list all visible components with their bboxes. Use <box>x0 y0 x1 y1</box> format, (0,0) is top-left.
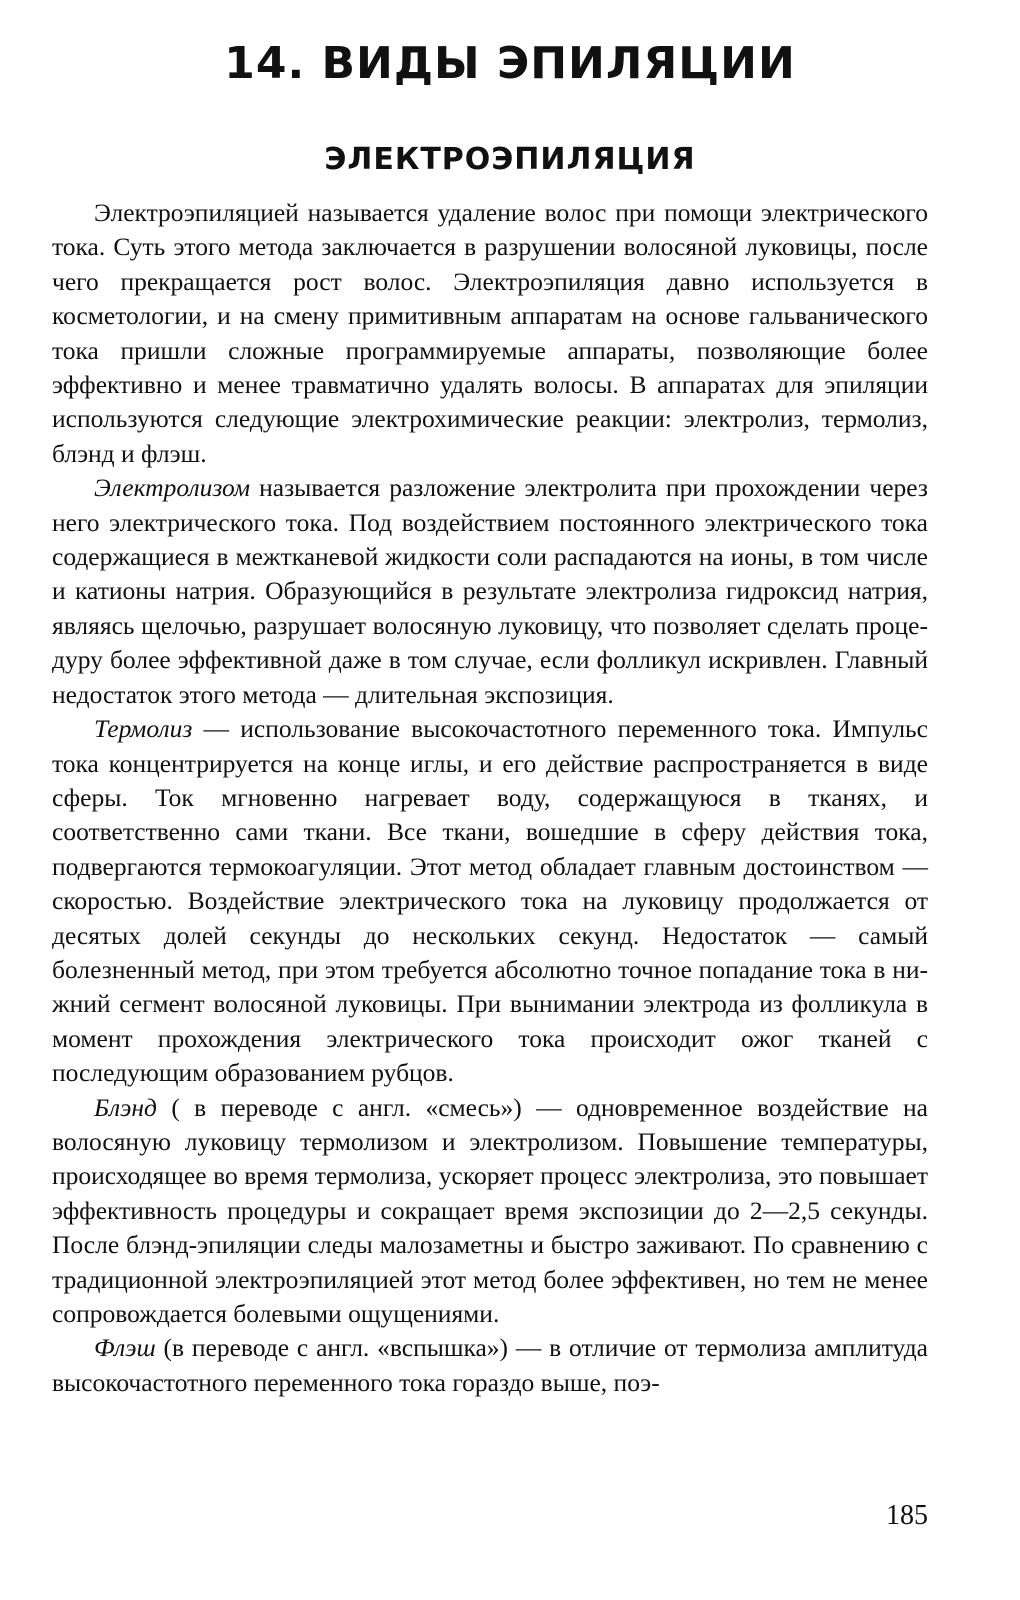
term-thermolysis: Термолиз <box>94 714 193 744</box>
paragraph-electrolysis <box>52 471 928 712</box>
page-number: 185 <box>886 1500 928 1531</box>
term-blend: Блэнд <box>94 1092 157 1122</box>
paragraph-flash <box>52 1331 928 1400</box>
body-text <box>52 196 928 1400</box>
term-flash: Флэш <box>94 1333 156 1363</box>
section-title: ЭЛЕКТРОЭПИЛЯЦИЯ <box>324 142 696 177</box>
paragraph-text: (в переводе с англ. «вспышка») — в отличие от термолиза амплитуда высокочастотного переменного тока гораздо выше, поэ- <box>52 1333 928 1397</box>
chapter-title: 14. ВИДЫ ЭПИЛЯЦИИ <box>224 38 796 89</box>
paragraph-text: — использование высокочастотного переменного тока. Импульс тока концентрируется на конце иглы, и его действие распространяется в виде сферы. Ток мгновенно нагревает воду, содержащуюся в тканях, и соответственно сами ткани. Все ткани, вошедшие в сферу действия тока, подвергаются термокоагуляции. Этот метод обладает главным достоинством — скоростью. Воздействие электрического тока на луковицу продолжается от десятых долей секунды до нескольких секунд. Недостаток — самый болезненный метод, при этом требуется абсолютно точное попадание тока в нижний сегмент волосяной луковицы. При вынимании электрода из фолликула в момент прохождения электрического тока происходит ожог тканей с последующим образованием рубцов. <box>52 714 928 1088</box>
paragraph-intro <box>52 196 928 471</box>
term-electrolysis: Электролизом <box>94 473 251 503</box>
paragraph-blend <box>52 1091 928 1332</box>
paragraph-text: Электроэпиляцией называется удаление волос при помощи электрического тока. Суть этого метода заключается в разрушении волосяной луковицы, после чего прекращается рост волос. Электроэпиляция давно используется в косметологии, и на смену примитивным аппаратам на основе гальванического тока пришли сложные программируемые аппараты, позволяющие более эффективно и менее травматично удалять волосы. В аппаратах для эпиляции используются следующие электрохимические реакции: электролиз, термолиз, блэнд и флэш. <box>52 198 928 468</box>
paragraph-text: называется разложение электролита при прохождении через него электрического тока. Под воздействием постоянного электрического тока содержащиеся в межтканевой жидкости соли распадаются на ионы, в том числе и катионы натрия. Образующийся в результате электролиза гидроксид натрия, являясь щелочью, разрушает волосяную луковицу, что позволяет сделать процедуру более эффективной даже в том случае, если фолликул искривлен. Главный недостаток этого метода — длительная экспозиция. <box>52 473 928 709</box>
paragraph-thermolysis <box>52 712 928 1090</box>
paragraph-text: ( в переводе с англ. «смесь») — одновременное воздействие на волосяную луковицу термолизом и электролизом. Повышение температуры, происходящее во время термолиза, ускоряет процесс электролиза, это повышает эффективность процедуры и сокращает время экспозиции до 2—2,5 секунды. После блэнд-эпиляции следы малозаметны и быстро заживают. По сравнению с традиционной электроэпиляцией этот метод более эффективен, но тем не менее сопровождается болевыми ощущениями. <box>52 1092 928 1328</box>
